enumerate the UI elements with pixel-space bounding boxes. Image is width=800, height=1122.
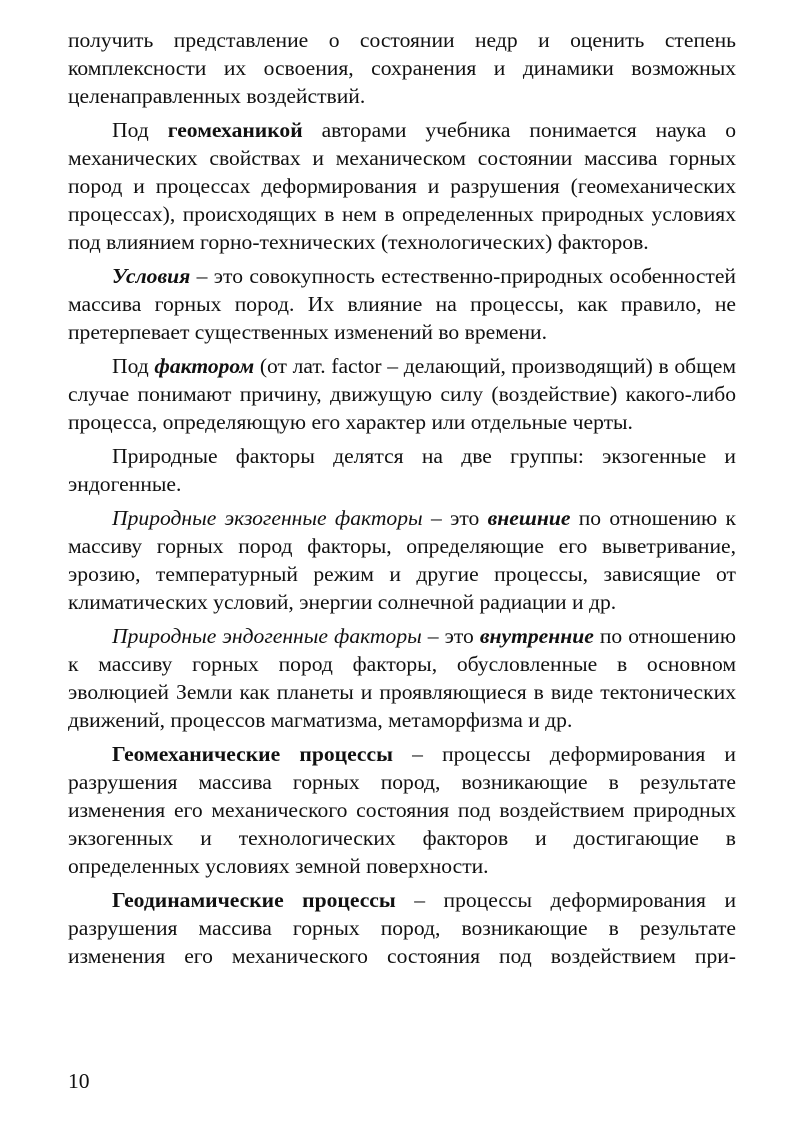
paragraph-8: [68, 740, 736, 880]
paragraph-3: [68, 262, 736, 346]
paragraph-text: по отношению к массиву горных пород факторы, определяющие его выветривание, эрозию, температурный режим и другие процессы, зависящие от климатических условий, энергии солнечной радиации и др.: [68, 506, 736, 614]
term-geodynamic-processes: Геодинамические процессы: [112, 888, 396, 912]
term-internal: внутренние: [479, 624, 594, 648]
term-external: внешние: [487, 506, 571, 530]
paragraph-6: [68, 504, 736, 616]
paragraph-text: – процессы деформирования и разрушения массива горных пород, возникающие в результате изменения его механического состояния под воздействием при-: [68, 888, 736, 968]
term-conditions: Условия: [112, 264, 191, 288]
paragraph-text: Природные факторы делятся на две группы: экзогенные и эндогенные.: [68, 444, 736, 496]
paragraph-text: получить представление о состоянии недр и оценить степень комплексности их освоения, сохранения и динамики возможных целенаправленных воздействий.: [68, 28, 736, 108]
paragraph-text: по отношению к массиву горных пород факторы, обусловленные в основном эволюцией Земли как планеты и проявляющиеся в виде тектонических движений, процессов магматизма, метаморфизма и др.: [68, 624, 736, 732]
paragraph-2: [68, 116, 736, 256]
paragraph-5: [68, 442, 736, 498]
document-page: [68, 26, 736, 976]
term-factor: фактором: [154, 354, 255, 378]
term-exogenous-factors: Природные экзогенные факторы: [112, 506, 423, 530]
paragraph-4: [68, 352, 736, 436]
paragraph-text: – это совокупность естественно-природных особенностей массива горных пород. Их влияние на процессы, как правило, не претерпевает существенных изменений во времени.: [68, 264, 736, 344]
paragraph-text: – это: [421, 624, 480, 648]
paragraph-text: (от лат. factor – делающий, производящий) в общем случае понимают причину, движущую силу (воздействие) какого-либо процесса, определяющую его характер или отдельные черты.: [68, 354, 736, 434]
paragraph-text: – это: [422, 506, 488, 530]
paragraph-text: авторами учебника понимается наука о механических свойствах и механическом состоянии массива горных пород и процессах деформирования и разрушения (геомеханических процессах), происходящих в нем в определенных природных условиях под влиянием горно-технических (технологических) факторов.: [68, 118, 736, 254]
page-number: 10: [68, 1069, 90, 1093]
paragraph-1: [68, 26, 736, 110]
paragraph-text: Под: [112, 118, 168, 142]
paragraph-text: – процессы деформирования и разрушения массива горных пород, возникающие в результате изменения его механического состояния под воздействием природных экзогенных и технологических факторов и достигающие в определенных условиях земной поверхности.: [68, 742, 736, 878]
term-geomechanical-processes: Геомеханические процессы: [112, 742, 393, 766]
paragraph-7: [68, 622, 736, 734]
paragraph-text: Под: [112, 354, 155, 378]
paragraph-9: [68, 886, 736, 970]
term-endogenous-factors: Природные эндогенные факторы: [112, 624, 422, 648]
term-geomechanics: геомеханикой: [167, 118, 303, 142]
